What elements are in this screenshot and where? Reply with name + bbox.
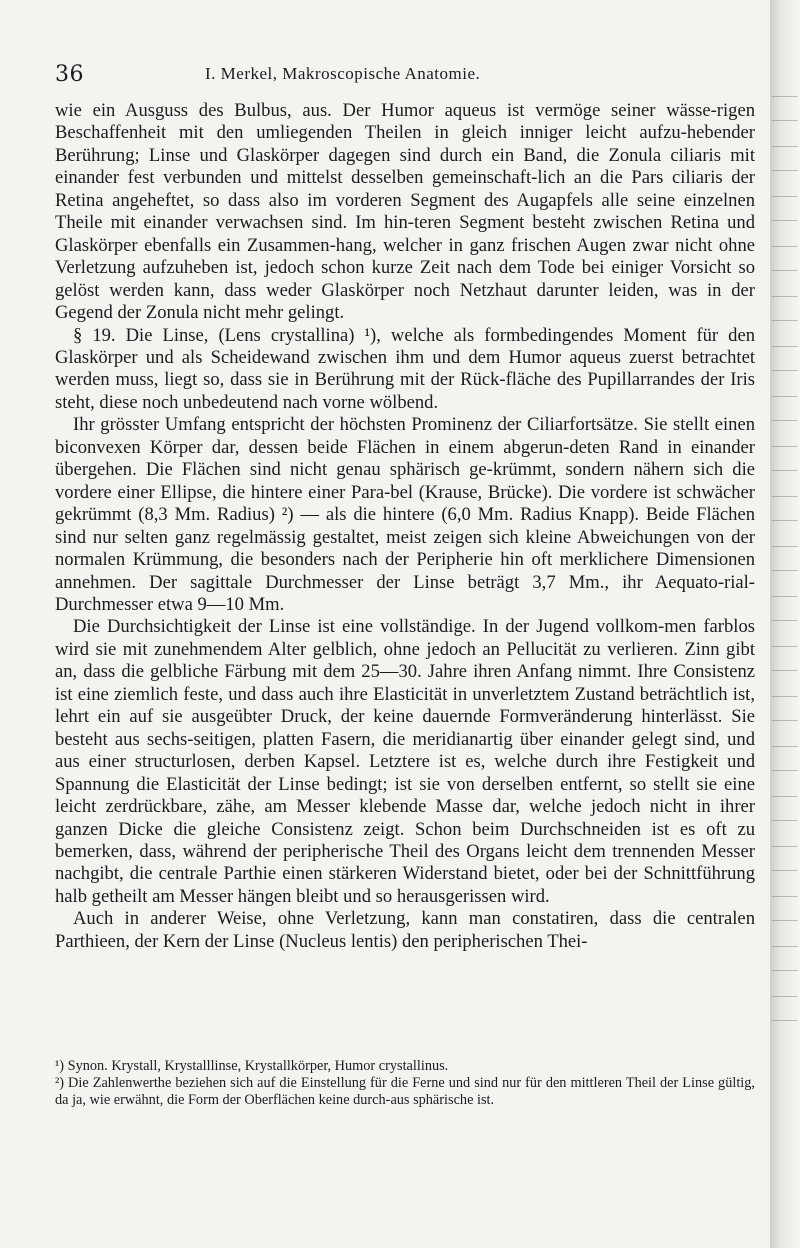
footnotes	[55, 1058, 755, 1108]
paragraph-5: Auch in anderer Weise, ohne Verletzung, kann man constatiren, dass die centralen Parthieen, der Kern der Linse (Nucleus lentis) den peripherischen Thei-	[55, 908, 755, 952]
footnote-2: ²) Die Zahlenwerthe beziehen sich auf die Einstellung für die Ferne und sind nur für den mittleren Theil der Linse gültig, da ja, wie erwähnt, die Form der Oberflächen keine durch-aus sphärische ist.	[55, 1074, 755, 1108]
body-text	[55, 100, 755, 953]
paragraph-2: § 19. Die Linse, (Lens crystallina) ¹), welche als formbedingendes Moment für den Glaskörper und als Scheidewand zwischen ihm und dem Humor aqueus zuerst betrachtet werden muss, liegt so, dass sie in Berührung mit der Rück-fläche des Pupillarrandes der Iris steht, diese noch unbedeutend nach vorne wölbend.	[55, 324, 755, 413]
running-head: I. Merkel, Makroscopische Anatomie.	[205, 64, 481, 83]
paragraph-1: wie ein Ausguss des Bulbus, aus. Der Humor aqueus ist vermöge seiner wässe-rigen Beschaffenheit mit den umliegenden Theilen in gleich inniger leicht aufzu-hebender Berührung; Linse und Glaskörper dagegen sind durch ein Band, die Zonula ciliaris mit einander fest verbunden und mittelst desselben gemeinschaft-lich an die Pars ciliaris der Retina angeheftet, so dass also im vorderen Segment des Augapfels alle seine einzelnen Theile mit einander verwachsen sind. Im hin-teren Segment besteht zwischen Retina und Glaskörper ebenfalls ein Zusammen-hang, welcher in ganz frischen Augen zwar nicht ohne Verletzung aufzuheben ist, jedoch schon kurze Zeit nach dem Tode bei einiger Vorsicht so gelöst werden kann, dass weder Glaskörper noch Netzhaut darunter leiden, was in der Gegend der Zonula nicht mehr gelingt.	[55, 100, 755, 324]
page-number: 36	[55, 62, 84, 87]
page-header	[55, 62, 730, 88]
paragraph-3: Ihr grösster Umfang entspricht der höchsten Prominenz der Ciliarfortsätze. Sie stellt einen biconvexen Körper dar, dessen beide Flächen in einem abgerun-deten Rand in einander übergehen. Die Flächen sind nicht genau sphärisch ge-krümmt, sondern nähern sich die vordere einer Ellipse, die hintere einer Para-bel (Krause, Brücke). Die vordere ist schwächer gekrümmt (8,3 Mm. Radius) ²) — als die hintere (6,0 Mm. Radius Knapp). Beide Flächen sind nur selten ganz regelmässig gestaltet, meist zeigen sich kleine Abweichungen von der normalen Krümmung, die besonders nach der Peripherie hin oft merklichere Dimensionen annehmen. Der sagittale Durchmesser der Linse beträgt 3,7 Mm., ihr Aequato-rial-Durchmesser etwa 9—10 Mm.	[55, 414, 755, 615]
footnote-1: ¹) Synon. Krystall, Krystalllinse, Krystallkörper, Humor crystallinus.	[55, 1058, 449, 1074]
paragraph-4: Die Durchsichtigkeit der Linse ist eine vollständige. In der Jugend vollkom-men farblos wird sie mit zunehmendem Alter gelblich, ohne jedoch an Pellucität zu verlieren. Zinn gibt an, dass die gelbliche Färbung mit dem 25—30. Jahre ihren Anfang nimmt. Ihre Consistenz ist eine ziemlich feste, und dass auch ihre Elasticität in unverletztem Zustand beträchtlich ist, lehrt ein auf sie ausgeübter Druck, der keine dauernde Formveränderung hinterlässt. Sie besteht aus sechs-seitigen, platten Fasern, die meridianartig über einander gelegt sind, und aus einer structurlosen, derben Kapsel. Letztere ist es, welche durch ihre Festigkeit und Spannung die Elasticität der Linse bedingt; ist sie von derselben entfernt, so stellt sie eine leicht zerdrückbare, zähe, am Messer klebende Masse dar, welche jedoch nicht in ihrer ganzen Dicke die gleiche Consistenz zeigt. Schon beim Durchschneiden ist es oft zu bemerken, dass, während der peripherische Theil des Organs leicht dem trennenden Messer nachgibt, die centrale Parthie einen stärkeren Widerstand bietet, oder bei der Schnittführung halb getheilt am Messer hängen bleibt und so herausgerissen wird.	[55, 616, 755, 907]
facing-page-edge	[770, 0, 800, 1248]
